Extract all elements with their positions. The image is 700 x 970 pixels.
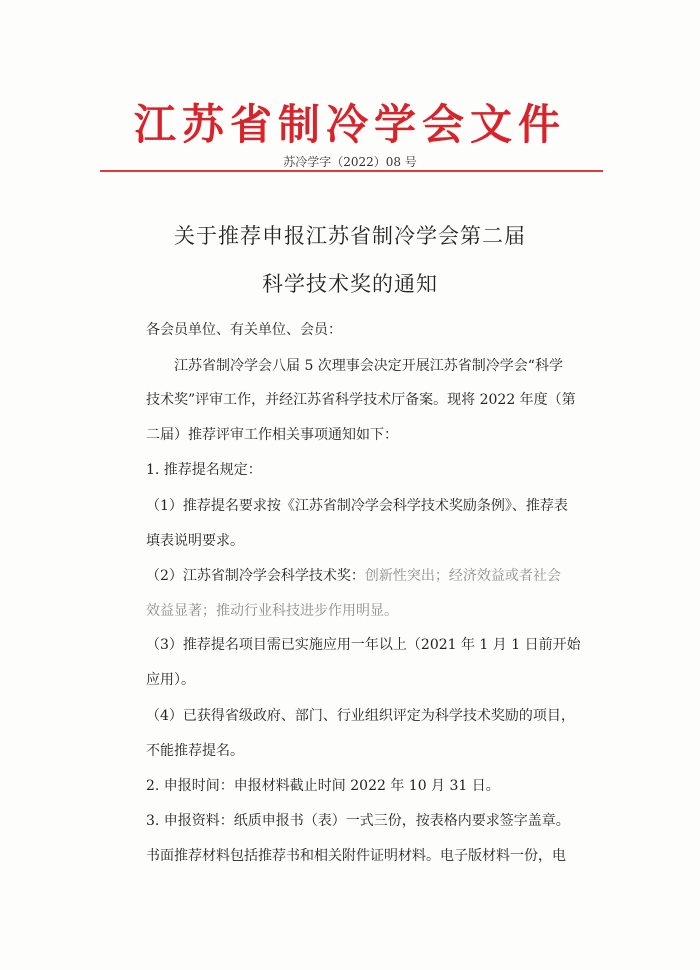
document-number: 苏冷学字（2022）08 号 [283, 155, 417, 169]
section-2-deadline: 2. 申报时间：申报材料截止时间 2022 年 10 月 31 日。 [146, 778, 500, 794]
notice-title-line-2: 科学技术奖的通知 [262, 272, 438, 296]
salutation: 各会员单位、有关单位、会员： [146, 322, 342, 338]
item-3-line: （3）推荐提名项目需已实施应用一年以上（2021 年 1 月 1 日前开始 [146, 637, 581, 653]
notice-body [146, 0, 614, 970]
item-4-line: 不能推荐提名。 [146, 743, 244, 759]
org-header-title: 江苏省制冷学会文件 [133, 100, 566, 149]
section-3-line: 3. 申报资料：纸质申报书（表）一式三份，按表格内要求签字盖章。 [146, 813, 570, 829]
item-2-lead: （2）江苏省制冷学会科学技术奖： [146, 568, 365, 584]
paragraph-line: 江苏省制冷学会八届 5 次理事会决定开展江苏省制冷学会“科学 [174, 358, 563, 374]
item-4-line: （4）已获得省级政府、部门、行业组织评定为科学技术奖励的项目， [146, 708, 575, 724]
item-2-criteria: 创新性突出；经济效益或者社会 [364, 568, 561, 584]
item-1-line: 填表说明要求。 [146, 533, 244, 549]
section-3-line: 书面推荐材料包括推荐书和相关附件证明材料。电子版材料一份，电 [146, 848, 566, 864]
item-2-line [146, 565, 561, 585]
item-2-line: 效益显著；推动行业科技进步作用明显。 [146, 603, 398, 619]
section-1-heading: 1. 推荐提名规定： [146, 462, 262, 478]
notice-title-line-1: 关于推荐申报江苏省制冷学会第二届 [174, 224, 526, 248]
item-3-line: 应用）。 [146, 672, 195, 688]
paragraph-line: 技术奖”评审工作，并经江苏省科学技术厅备案。现将 2022 年度（第 [146, 392, 576, 408]
item-1-line: （1）推荐提名要求按《江苏省制冷学会科学技术奖励条例》、推荐表 [146, 498, 568, 514]
paragraph-line: 二届）推荐评审工作相关事项通知如下： [146, 427, 398, 443]
